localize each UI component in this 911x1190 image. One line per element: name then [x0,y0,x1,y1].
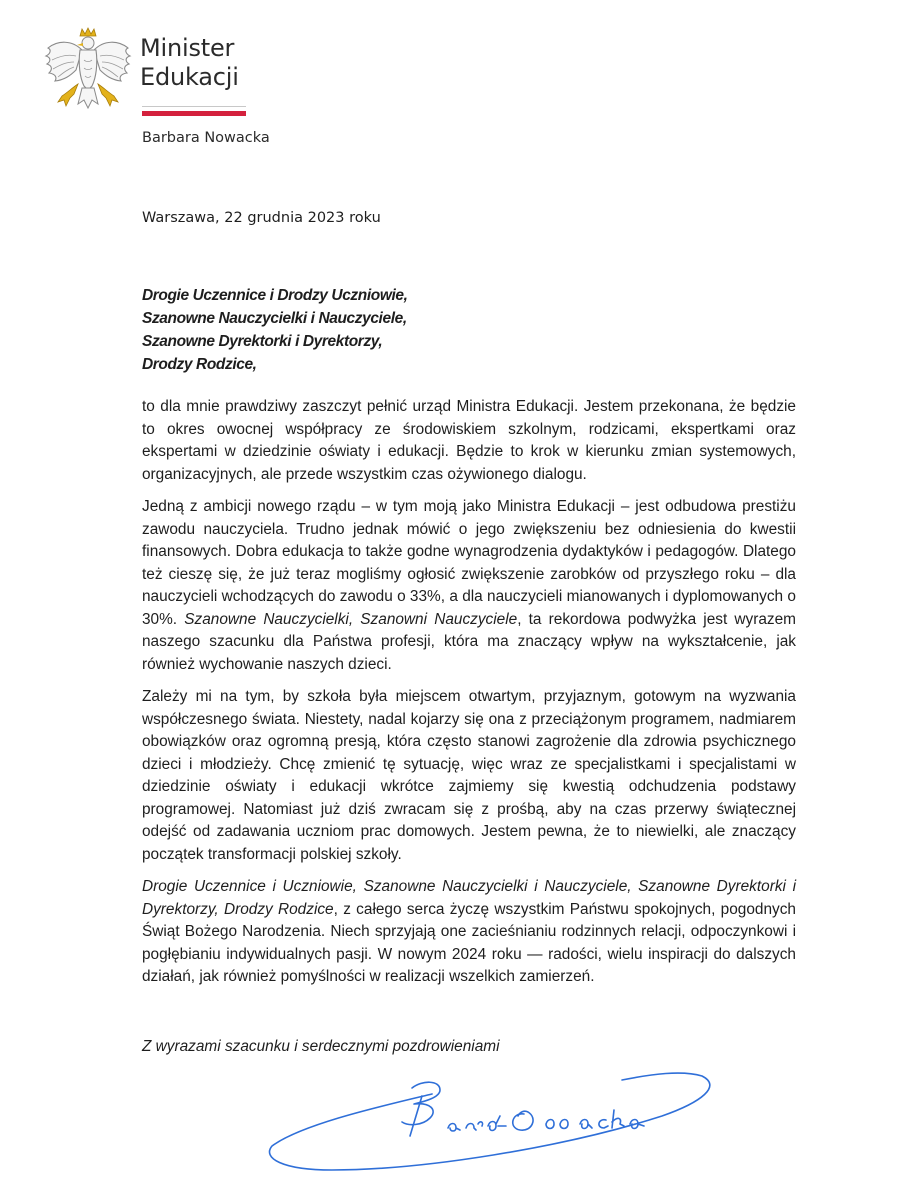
paragraph-4 [142,876,796,989]
salutation-line: Drogie Uczennice i Drodzy Uczniowie, [142,287,408,304]
paragraph-2 [142,496,796,676]
closing-formula: Z wyrazami szacunku i serdecznymi pozdrowieniami [142,1038,500,1055]
salutation-line: Szanowne Dyrektorki i Dyrektorzy, [142,333,383,350]
polish-flag-stripe [142,106,246,116]
flag-red-stripe [142,111,246,116]
office-name [140,34,239,92]
paragraph-3: Zależy mi na tym, by szkoła była miejscem otwartym, przyjaznym, gotowym na wyzwania współczesnego świata. Niestety, nadal kojarzy się ona z przeciążonym programem, nadmiarem obowiązków oraz ogromną presją, która często stanowi zagrożenie dla zdrowia psychicznego dzieci i młodzieży. Chcę zmienić tę sytuację, więc wraz ze specjalistkami i specjalistami w dziedzinie oświaty i edukacji wkrótce zajmiemy się kwestią odchudzenia podstawy programowej. Natomiast już dziś zwracam się z prośbą, aby na czas przerwy świątecznej odejść od zadawania uczniom prac domowych. Jestem pewna, że to niewielki, ale znaczący początek transformacji polskiej szkoły. [142,688,796,863]
letter-date: Warszawa, 22 grudnia 2023 roku [142,210,381,226]
white-eagle-emblem-icon [44,26,132,118]
salutation-line: Drodzy Rodzice, [142,356,257,373]
letter-body [142,396,796,999]
paragraph-2-italic-address: Szanowne Nauczycielki, Szanowni Nauczyciele [184,610,518,628]
handwritten-signature [262,1066,722,1176]
minister-name: Barbara Nowacka [142,130,270,146]
salutation [142,284,408,376]
office-line-1: Minister [140,34,235,62]
salutation-line: Szanowne Nauczycielki i Nauczyciele, [142,310,407,327]
paragraph-1: to dla mnie prawdziwy zaszczyt pełnić urząd Ministra Edukacji. Jestem przekonana, że będzie to okres owocnej współpracy ze środowiskiem szkolnym, rodzicami, ekspertkami oraz ekspertami w dziedzinie oświaty i edukacji. Będzie to krok w kierunku zmian systemowych, organizacyjnych, ale przede wszystkim czas ożywionego dialogu. [142,398,796,483]
paragraph-2-text-b: , ta rekordowa podwyżka jest wyrazem naszego szacunku dla Państwa profesji, która ma znaczący wpływ na wykształcenie, jak również wychowanie naszych dzieci. [142,610,797,673]
paragraph-2-text-a: Jedną z ambicji nowego rządu – w tym moją jako Ministra Edukacji – jest odbudowa prestiżu zawodu nauczyciela. Trudno jednak mówić o jego zwiększeniu bez odniesienia do kwestii finansowych. Dobra edukacja to także godne wynagrodzenia dydaktyków i pedagogów. Dlatego też cieszę się, że już teraz mogliśmy ogłosić zwiększenie zarobków od przyszłego roku – dla nauczycieli wchodzących do zawodu o 33%, a dla nauczycieli mianowanych i dyplomowanych o 30%. [142,498,796,628]
paragraph-4-text: , z całego serca życzę wszystkim Państwu spokojnych, pogodnych Świąt Bożego Narodzenia. Niech sprzyjają one zacieśnianiu rodzinnych relacji, odpoczynkowi i pogłębianiu indywidualnych pasji. W nowym 2024 roku — radości, wielu inspiracji do dalszych działań, jak również pomyślności w realizacji wszelkich zamierzeń. [142,900,796,985]
paragraph-4-italic-address: Drogie Uczennice i Uczniowie, Szanowne Nauczycielki i Nauczyciele, Szanowne Dyrektorki i Dyrektorzy, Drodzy Rodzice [142,878,796,918]
office-line-2: Edukacji [140,63,239,91]
